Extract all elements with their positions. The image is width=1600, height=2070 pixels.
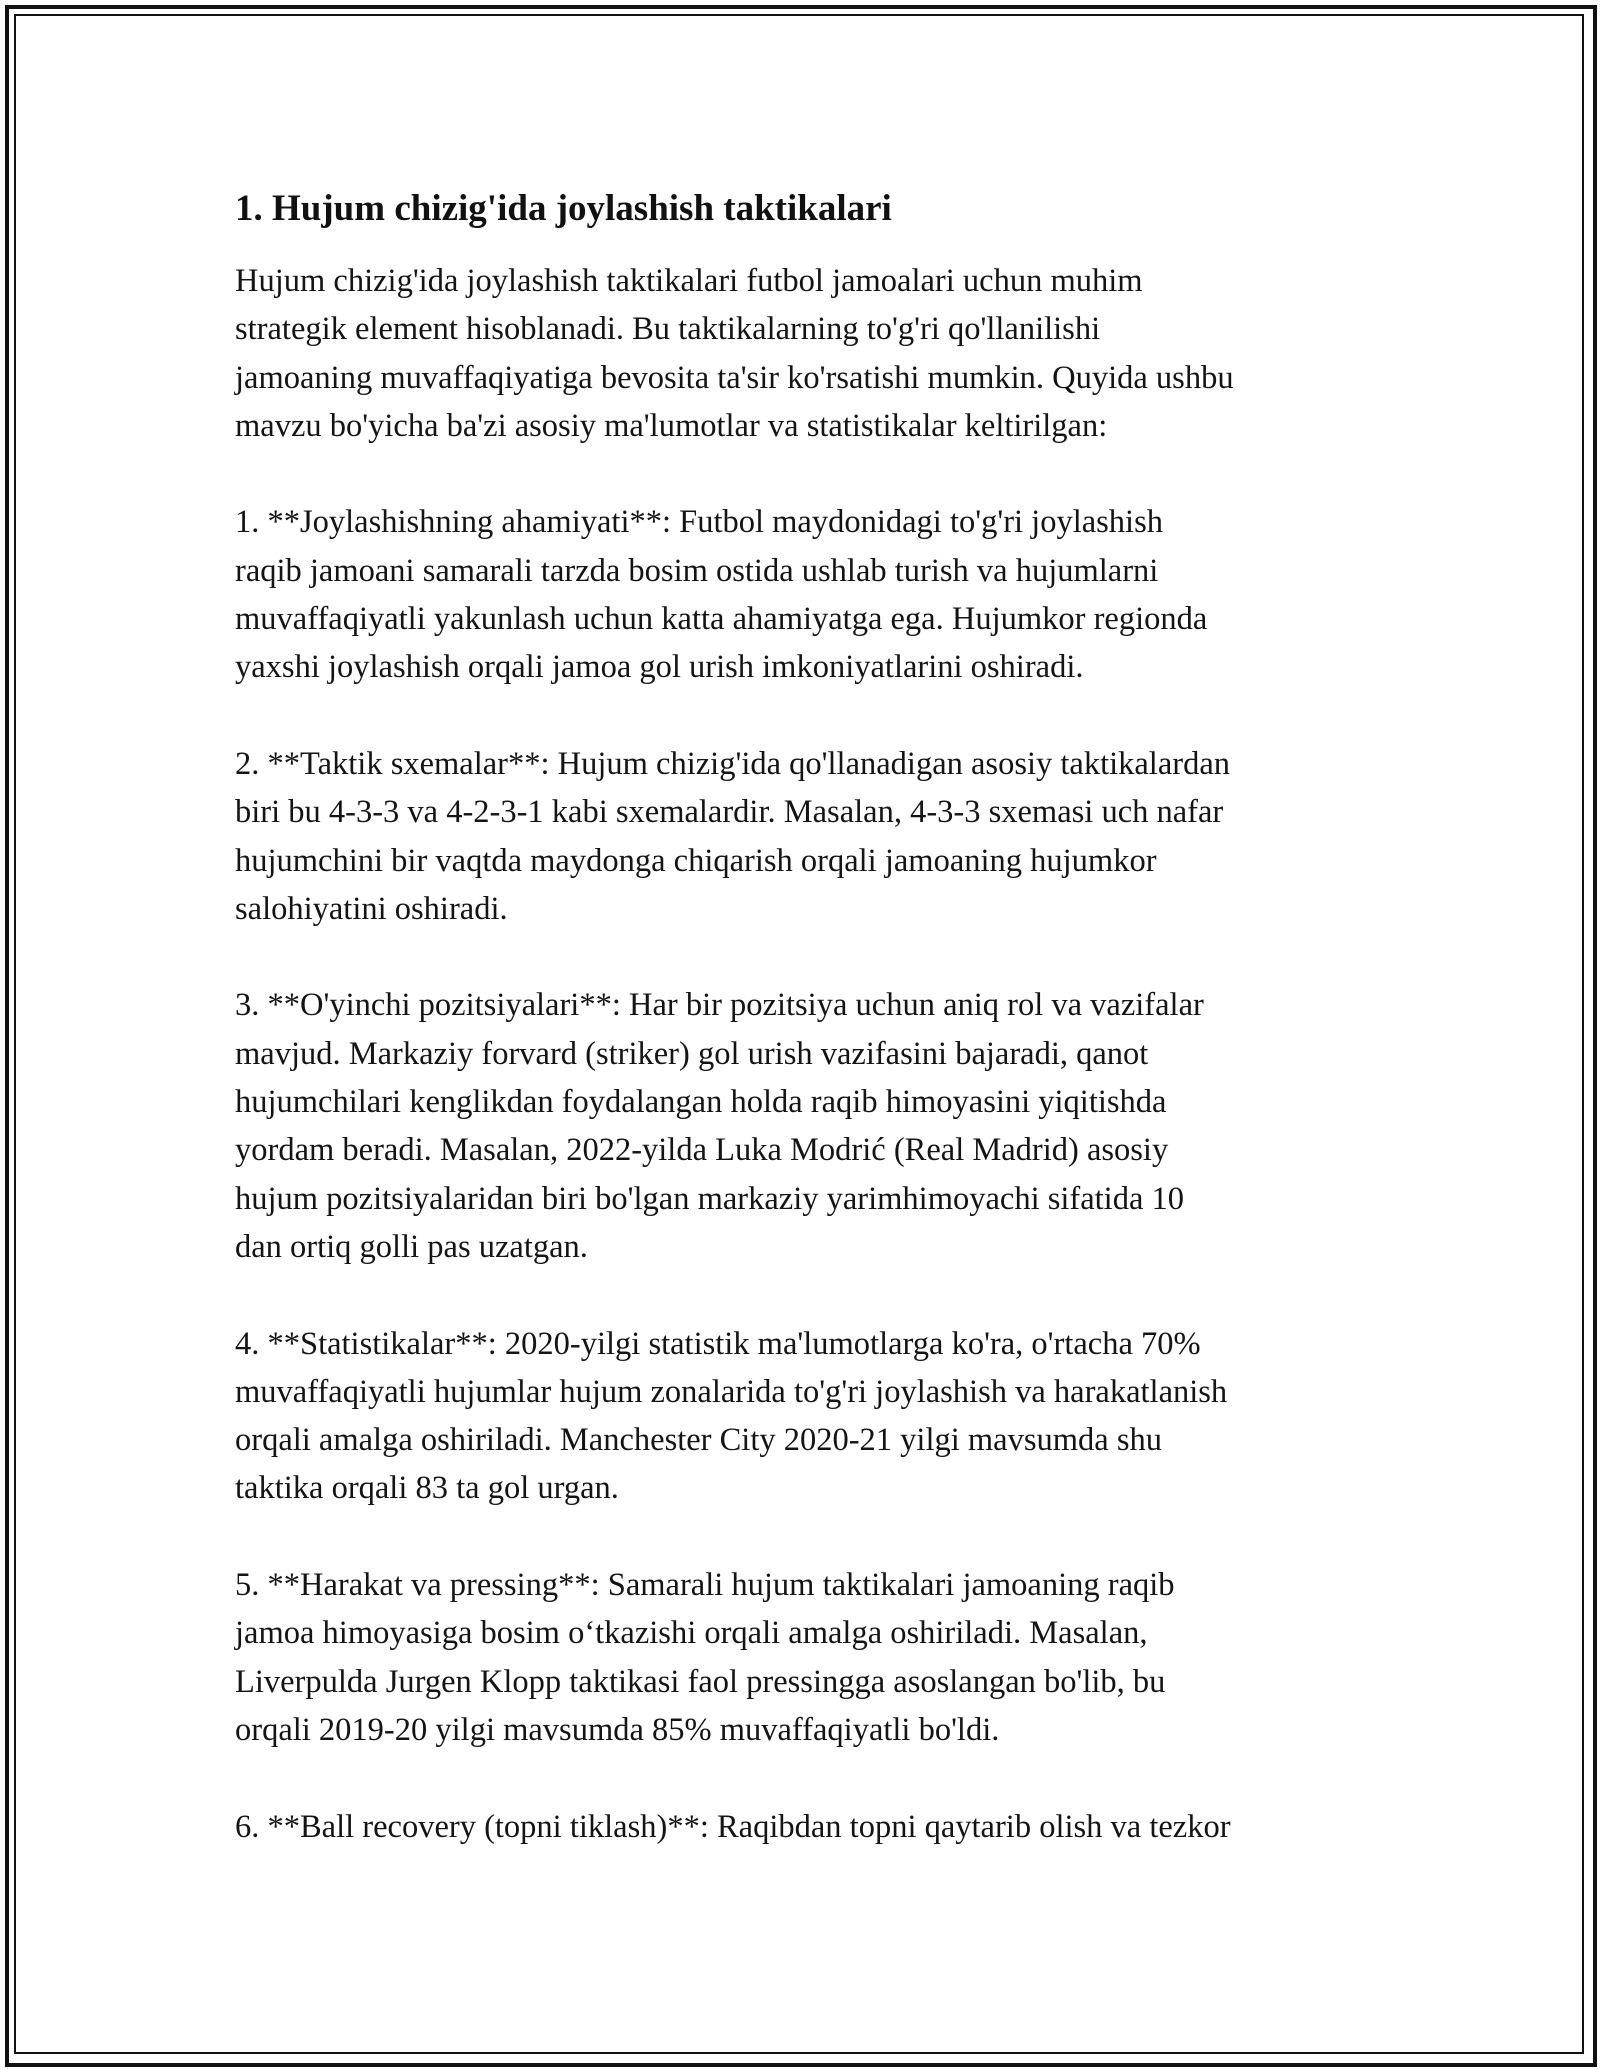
text-line: biri bu 4-3-3 va 4-2-3-1 kabi sxemalardir. Masalan, 4-3-3 sxemasi uch nafar [235,794,1224,831]
list-item-paragraph [235,1320,1370,1513]
text-line: hujum pozitsiyalaridan biri bo'lgan markaziy yarimhimoyachi sifatida 10 [235,1180,1185,1217]
text-line: Liverpulda Jurgen Klopp taktikasi faol pressingga asoslangan bo'lib, bu [235,1663,1166,1700]
text-line: muvaffaqiyatli hujumlar hujum zonalarida to'g'ri joylashish va harakatlanish [235,1373,1228,1410]
text-line: Hujum chizig'ida joylashish taktikalari futbol jamoalari uchun muhim [235,263,1143,299]
text-line: jamoaning muvaffaqiyatiga bevosita ta'sir ko'rsatishi mumkin. Quyida ushbu [235,359,1234,396]
text-line: mavzu bo'yicha ba'zi asosiy ma'lumotlar va statistikalar keltirilgan: [235,407,1108,444]
text-line: yaxshi joylashish orqali jamoa gol urish imkoniyatlarini oshiradi. [235,649,1084,686]
text-line: 6. **Ball recovery (topni tiklash)**: Raqibdan topni qaytarib olish va tezkor [235,1808,1231,1845]
section-heading: 1. Hujum chizig'ida joylashish taktikalari [235,188,892,229]
text-line: 4. **Statistikalar**: 2020-yilgi statistik ma'lumotlarga ko'ra, o'rtacha 70% [235,1325,1201,1362]
text-line: strategik element hisoblanadi. Bu taktikalarning to'g'ri qo'llanilishi [235,311,1101,348]
intro-paragraph [235,257,1370,450]
document-body [235,185,1370,1899]
list-item-paragraph [235,740,1370,933]
text-line: taktika orqali 83 ta gol urgan. [235,1470,619,1507]
text-line: raqib jamoani samarali tarzda bosim ostida ushlab turish va hujumlarni [235,552,1159,589]
text-line: dan ortiq golli pas uzatgan. [235,1228,588,1265]
text-line: hujumchini bir vaqtda maydonga chiqarish orqali jamoaning hujumkor [235,842,1157,879]
text-line: hujumchilari kenglikdan foydalangan holda raqib himoyasini yiqitishda [235,1084,1167,1121]
list-item-paragraph [235,981,1370,1271]
text-line: 1. **Joylashishning ahamiyati**: Futbol maydonidagi to'g'ri joylashish [235,504,1163,541]
paragraph-list [235,257,1370,1851]
text-line: mavjud. Markaziy forvard (striker) gol urish vazifasini bajaradi, qanot [235,1035,1149,1072]
text-line: orqali 2019-20 yilgi mavsumda 85% muvaffaqiyatli bo'ldi. [235,1711,1000,1748]
list-item-paragraph [235,1561,1370,1754]
text-line: 3. **O'yinchi pozitsiyalari**: Har bir pozitsiya uchun aniq rol va vazifalar [235,987,1204,1024]
text-line: jamoa himoyasiga bosim oʻtkazishi orqali amalga oshiriladi. Masalan, [235,1615,1148,1652]
text-line: muvaffaqiyatli yakunlash uchun katta ahamiyatga ega. Hujumkor regionda [235,601,1208,638]
list-item-paragraph [235,1803,1370,1851]
text-line: 5. **Harakat va pressing**: Samarali hujum taktikalari jamoaning raqib [235,1567,1175,1604]
text-line: orqali amalga oshiriladi. Manchester City 2020-21 yilgi mavsumda shu [235,1422,1162,1459]
text-line: salohiyatini oshiradi. [235,890,508,927]
text-line: 2. **Taktik sxemalar**: Hujum chizig'ida qo'llanadigan asosiy taktikalardan [235,745,1231,782]
text-line: yordam beradi. Masalan, 2022-yilda Luka Modrić (Real Madrid) asosiy [235,1132,1169,1169]
list-item-paragraph [235,498,1370,691]
